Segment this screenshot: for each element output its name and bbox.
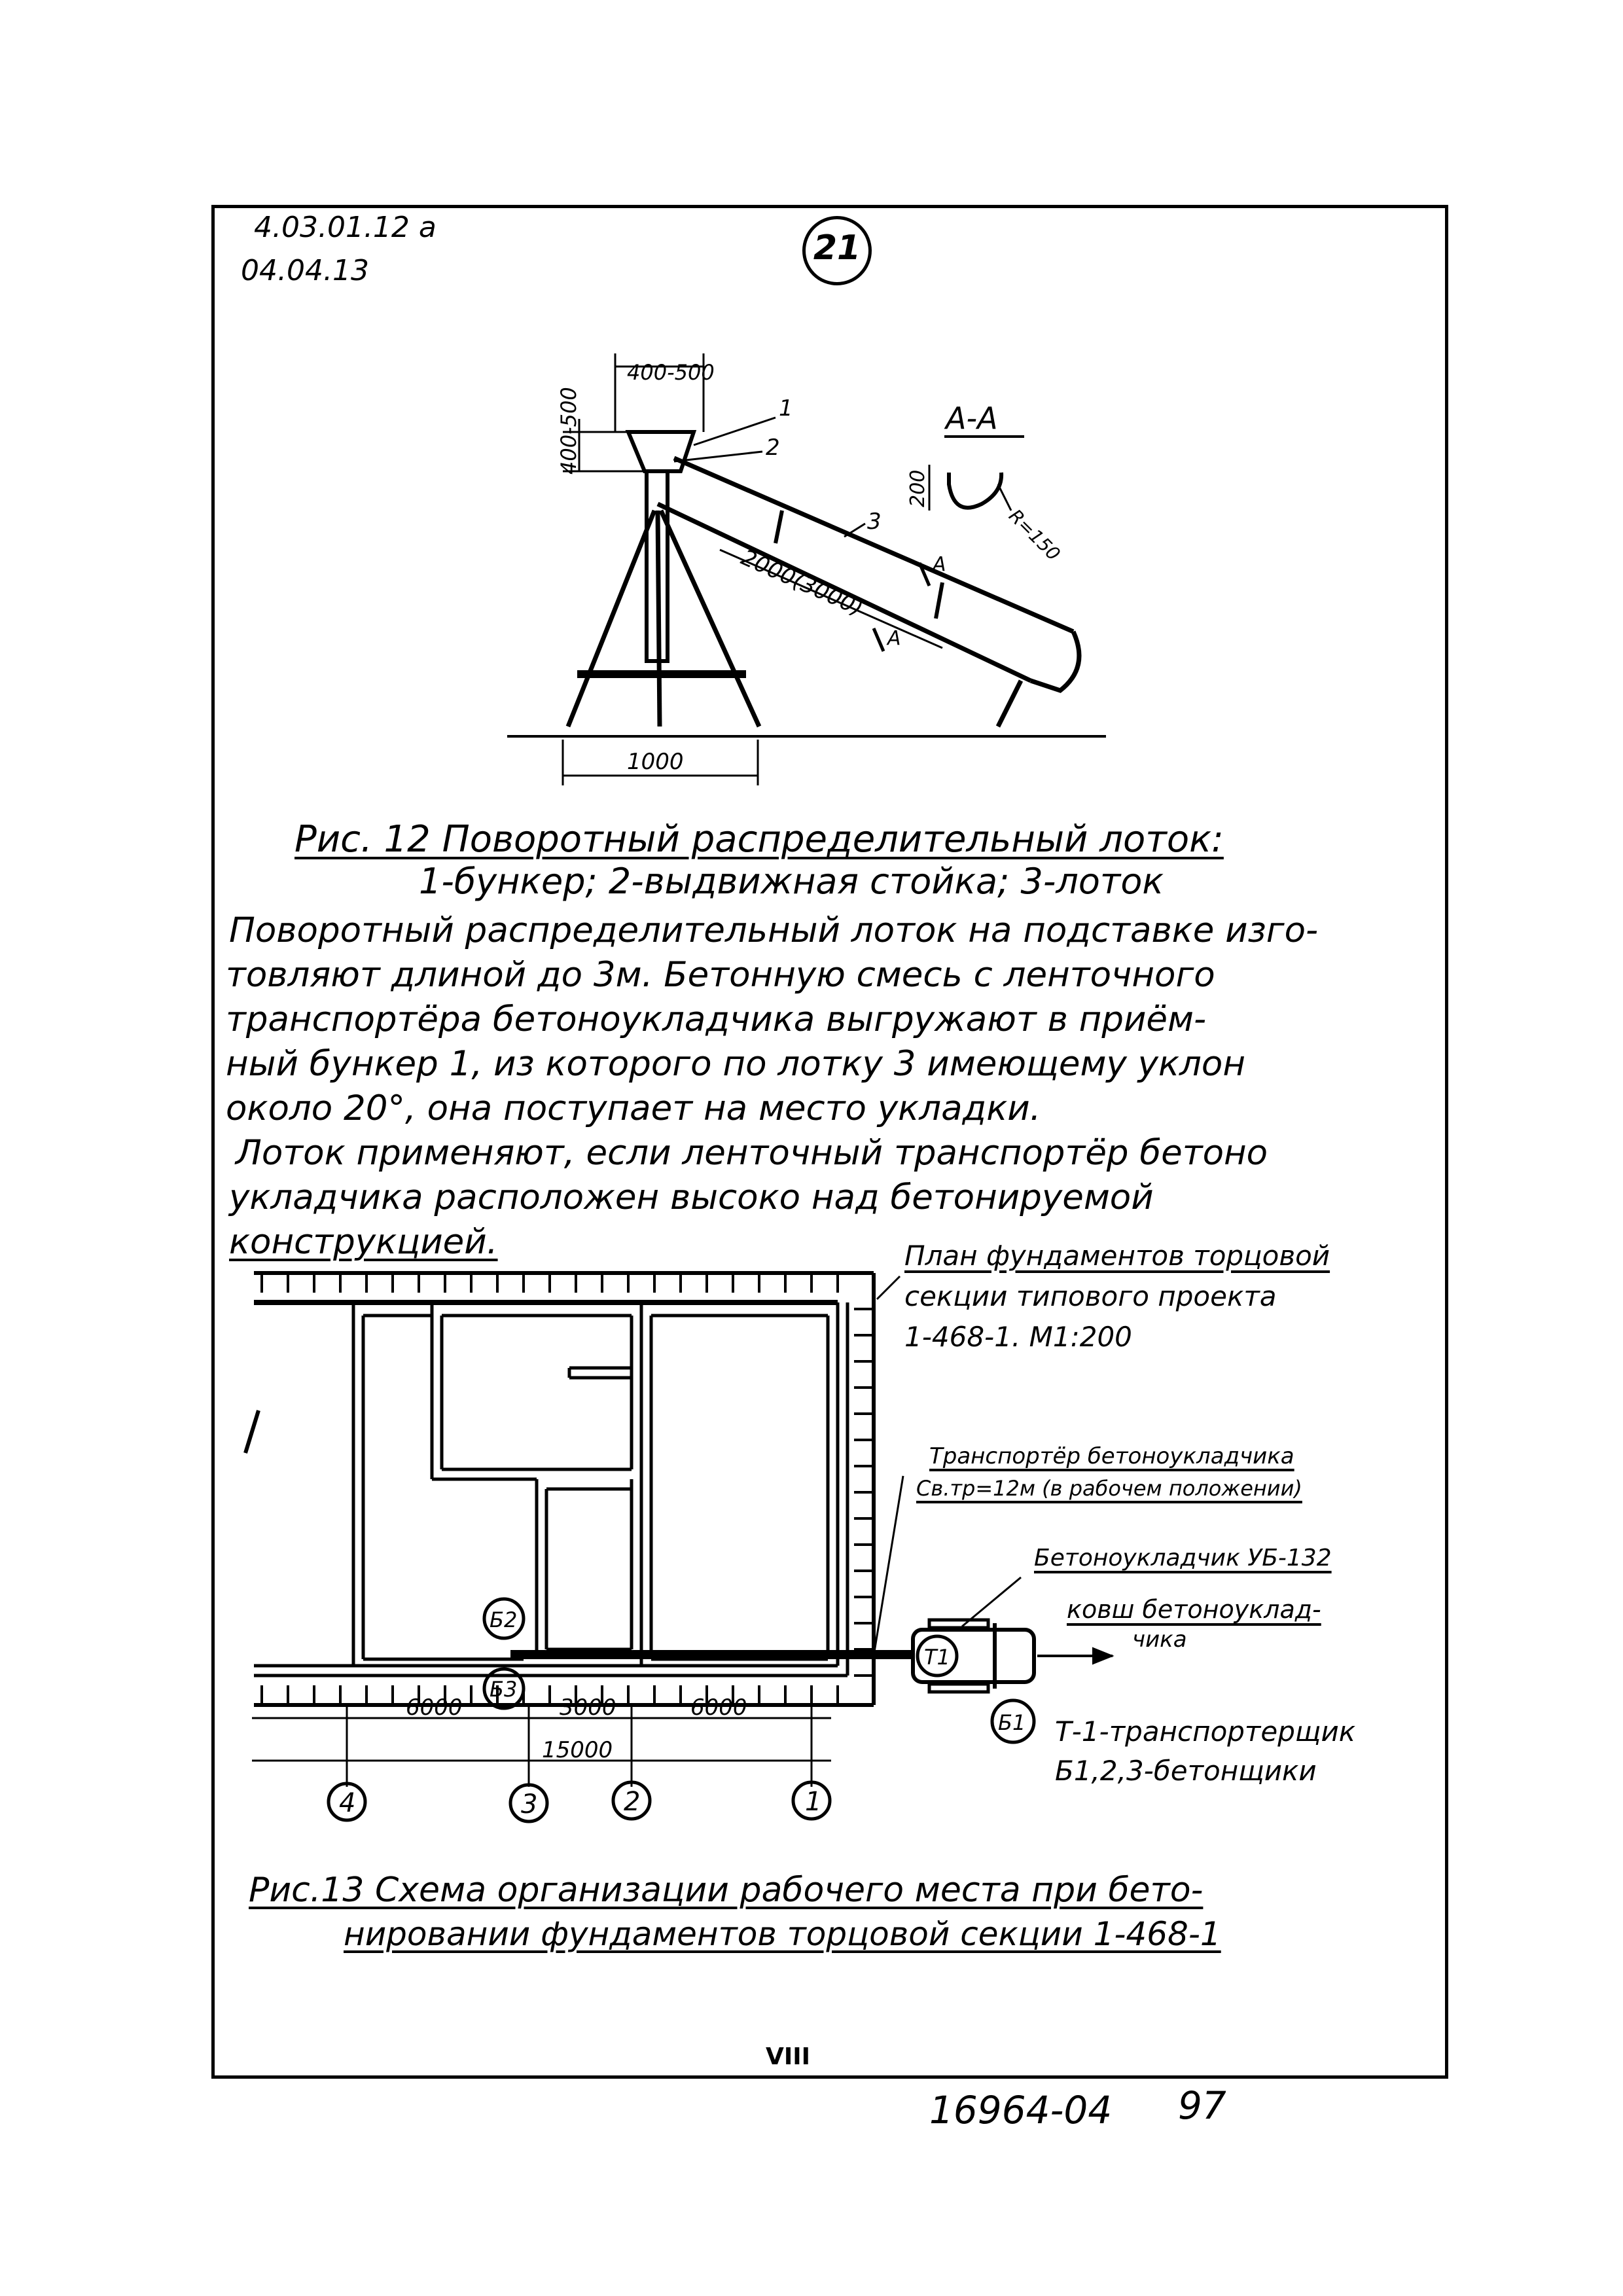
fig12-dim-base: 1000	[627, 749, 684, 775]
fig13-caption-2: нировании фундаментов торцовой секции 1-468-1	[344, 1915, 1221, 1953]
fig12-cut-mark-2: А	[887, 627, 901, 650]
body-line-7: укладчика расположен высоко над бетонируемой	[229, 1177, 1154, 1217]
fig13-plan-title-1: План фундаментов торцовой	[904, 1240, 1330, 1272]
body-line-6: Лоток применяют, если ленточный транспортёр бетоно	[236, 1133, 1268, 1173]
fig12-cut-mark-1: А	[933, 553, 946, 576]
fig12-caption-items: 1-бункер; 2-выдвижная стойка; 3-лоток	[419, 861, 1164, 902]
fig13-worker-b2: Б2	[490, 1607, 518, 1632]
fig13-dim-c: 6000	[690, 1695, 747, 1721]
fig13-transporter-2: Св.тр=12м (в рабочем положении)	[916, 1476, 1302, 1501]
fig12-section-dim: 200	[906, 469, 929, 507]
body-line-4: ный бункер 1, из которого по лотку 3 имеющему уклон	[226, 1044, 1246, 1084]
fig13-bucket-1: ковш бетоноуклад-	[1067, 1595, 1321, 1624]
footer-roman: VIII	[766, 2043, 811, 2070]
fig13-caption-1: Рис.13 Схема организации рабочего места при бето-	[249, 1871, 1204, 1910]
fig13-legend-1: Т-1-транспортерщик	[1055, 1715, 1356, 1748]
body-line-8: конструкцией.	[229, 1222, 498, 1262]
doc-code-2: 04.04.13	[241, 254, 369, 287]
fig13-legend-2: Б1,2,3-бетонщики	[1055, 1755, 1317, 1787]
body-line-5: около 20°, она поступает на место укладки.	[226, 1088, 1041, 1128]
body-line-1: Поворотный распределительный лоток на подставке изго-	[229, 910, 1319, 950]
fig13-transporter-1: Транспортёр бетоноукладчика	[929, 1443, 1294, 1469]
doc-code-1: 4.03.01.12 а	[254, 211, 437, 244]
sheet-number: 21	[813, 228, 861, 268]
fig13-axis-2: 2	[624, 1787, 641, 1817]
fig12-dim-length: 2000(3000)	[737, 544, 867, 622]
fig12-label-3: 3	[867, 509, 882, 535]
footer-page: 97	[1178, 2083, 1226, 2128]
body-line-2: товляют длиной до 3м. Бетонную смесь с ленточного	[226, 955, 1215, 995]
fig12-chute-drawing	[507, 353, 1106, 785]
fig13-dim-b: 3000	[560, 1695, 616, 1721]
footer-doc-number: 16964-04	[929, 2088, 1113, 2132]
fig13-dim-a: 6000	[406, 1695, 463, 1721]
fig12-label-1: 1	[779, 395, 793, 422]
fig13-plan-title-2: секции типового проекта	[904, 1280, 1277, 1312]
fig13-bucket-2: чика	[1132, 1626, 1187, 1653]
fig13-paver: Бетоноукладчик УБ-132	[1034, 1545, 1332, 1571]
fig13-dim-total: 15000	[542, 1737, 613, 1763]
fig12-dim-height: 400-500	[556, 387, 581, 475]
fig13-plan-title-3: 1-468-1. М1:200	[904, 1321, 1132, 1353]
fig13-worker-t1: Т1	[924, 1645, 950, 1670]
fig13-worker-b1: Б1	[998, 1710, 1026, 1735]
fig12-dim-top: 400-500	[627, 360, 715, 385]
fig12-section-title: А-А	[946, 401, 998, 436]
body-line-3: транспортёра бетоноукладчика выгружают в приём-	[226, 999, 1207, 1039]
fig13-axis-3: 3	[521, 1789, 538, 1820]
fig12-label-2: 2	[766, 435, 780, 461]
fig13-worker-b3: Б3	[490, 1677, 518, 1702]
fig13-axis-1: 1	[805, 1787, 822, 1817]
fig13-axis-4: 4	[339, 1788, 356, 1818]
fig13-plan-drawing	[245, 1273, 1113, 1821]
fig12-caption-title: Рис. 12 Поворотный распределительный лоток:	[294, 818, 1224, 861]
fig12-section-radius: R=150	[1005, 505, 1065, 565]
